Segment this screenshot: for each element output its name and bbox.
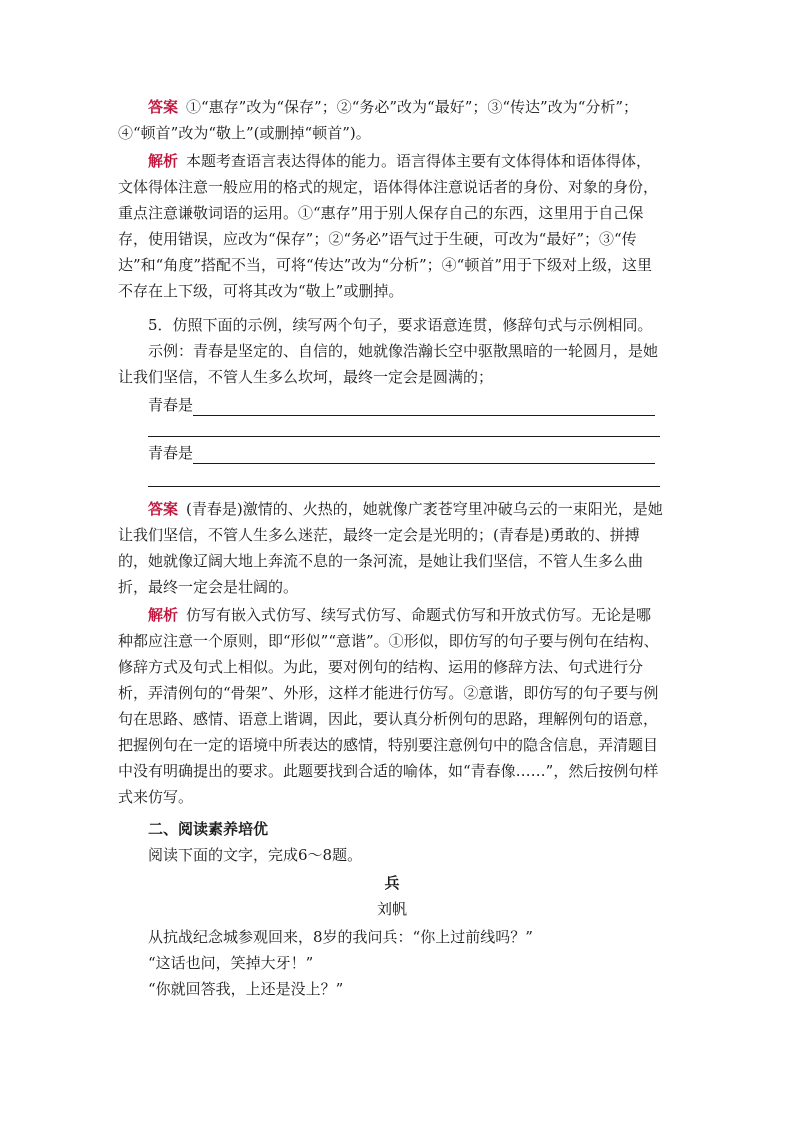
answer-blank-2[interactable]	[193, 447, 655, 464]
question-5-prompt: 5．仿照下面的示例，续写两个句子，要求语意连贯，修辞句式与示例相同。	[148, 316, 653, 334]
answer-5-paragraph	[118, 496, 666, 600]
answer-1-text: ①“惠存”改为“保存”；②“务必”改为“最好”；③“传达”改为“分析”；④“顿首”改为“敬上”(或删掉“顿首”)。	[118, 98, 639, 142]
story-line: “这话也问，笑掉大牙！”	[148, 954, 314, 972]
section-heading: 二、阅读素养培优	[148, 820, 269, 838]
blank-line-1	[148, 394, 668, 416]
story-line: 从抗战纪念城参观回来，8岁的我问兵：“你上过前线吗？”	[148, 928, 533, 946]
story-line: “你就回答我，上还是没上？”	[148, 980, 344, 998]
answer-tag: 答案	[148, 98, 179, 116]
blank-1-prefix: 青春是	[148, 396, 194, 414]
analysis-tag: 解析	[148, 152, 179, 170]
question-5-example: 示例：青春是坚定的、自信的，她就像浩瀚长空中驱散黑暗的一轮圆月，是她让我们坚信，不管人生多么坎坷，最终一定会是圆满的；	[118, 342, 659, 386]
story-author: 刘帆	[376, 900, 407, 918]
answer-5-text: (青春是)激情的、火热的，她就像广袤苍穹里冲破乌云的一束阳光，是她让我们坚信，不管人生多么迷茫，最终一定会是光明的；(青春是)勇敢的、拼搏的，她就像辽阔大地上奔流不息的一条河流，是她让我们坚信，不管人生多么曲折，最终一定会是壮阔的。	[118, 500, 663, 596]
analysis-1-text: 本题考查语言表达得体的能力。语言得体主要有文体得体和语体得体，文体得体注意一般应用的格式的规定，语体得体注意说话者的身份、对象的身份，重点注意谦敬词语的运用。①“惠存”用于别人保存自己的东西，这里用于自己保存，使用错误，应改为“保存”；②“务必”语气过于生硬，可改为“最好”；③“传达”和“角度”搭配不当，可将“传达”改为“分析”；④“顿首”用于下级对上级，这里不存在上下级，可将其改为“敬上”或删掉。	[118, 152, 659, 300]
analysis-1-paragraph	[118, 148, 666, 304]
analysis-5-text: 仿写有嵌入式仿写、续写式仿写、命题式仿写和开放式仿写。无论是哪种都应注意一个原则，即“形似”“意谐”。①形似，即仿写的句子要与例句在结构、修辞方式及句式上相似。为此，要对例句的结构、运用的修辞方法、句式进行分析，弄清例句的“骨架”、外形，这样才能进行仿写。②意谐，即仿写的句子要与例句在思路、感情、语意上谐调，因此，要认真分析例句的思路，理解例句的语意，把握例句在一定的语境中所表达的感情，特别要注意例句中的隐含信息，弄清题目中没有明确提出的要求。此题要找到合适的喻体，如“青春像……”，然后按例句样式来仿写。	[118, 606, 659, 806]
answer-tag: 答案	[148, 500, 179, 518]
answer-1-paragraph	[118, 94, 666, 146]
story-title: 兵	[384, 874, 400, 892]
answer-blank-1b[interactable]	[148, 436, 660, 437]
answer-blank-2b[interactable]	[148, 486, 660, 487]
section-instruction: 阅读下面的文字，完成6～8题。	[148, 846, 363, 864]
answer-blank-1[interactable]	[193, 399, 655, 416]
blank-line-2	[148, 442, 668, 464]
analysis-tag: 解析	[148, 606, 179, 624]
blank-2-prefix: 青春是	[148, 444, 194, 462]
analysis-5-paragraph	[118, 602, 666, 810]
